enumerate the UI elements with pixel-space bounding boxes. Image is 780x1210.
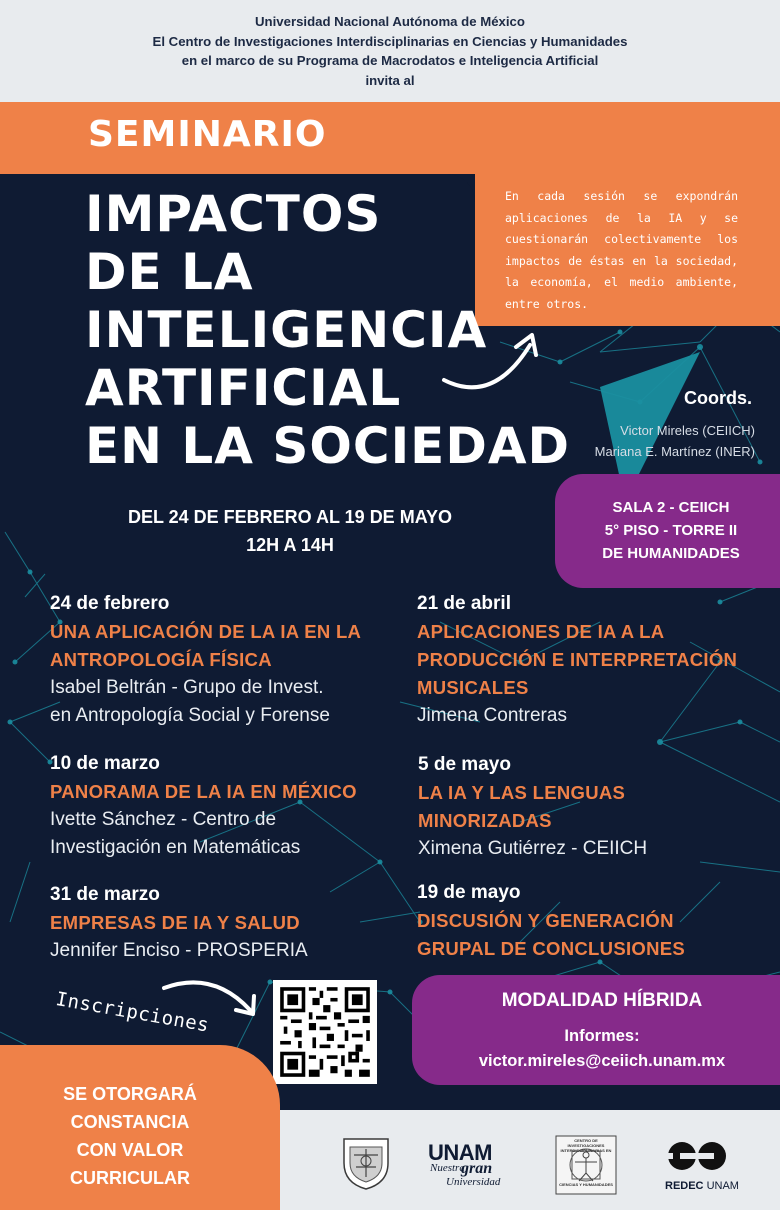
session-title: PANORAMA DE LA IA EN MÉXICO xyxy=(50,781,357,802)
session-item xyxy=(50,590,380,730)
session-item xyxy=(50,881,380,965)
session-title: PRODUCCIÓN E INTERPRETACIÓN xyxy=(417,649,738,670)
constancia-line-3: CON VALOR xyxy=(76,1140,184,1160)
seminario-label: SEMINARIO xyxy=(88,114,327,155)
redec-text xyxy=(665,1180,739,1192)
title-line-1: IMPACTOS xyxy=(85,185,382,243)
redec-logo-icon xyxy=(665,1138,729,1174)
session-title: DISCUSIÓN Y GENERACIÓN xyxy=(417,910,674,931)
header-line-3: en el marco de su Programa de Macrodatos e Inteligencia Artificial xyxy=(181,53,599,68)
informes xyxy=(412,1024,780,1074)
session-date: 19 de mayo xyxy=(417,882,521,903)
session-title: ANTROPOLOGÍA FÍSICA xyxy=(50,649,272,670)
session-item xyxy=(417,879,767,963)
session-title: GRUPAL DE CONCLUSIONES xyxy=(417,938,686,959)
constancia-line-4: CURRICULAR xyxy=(70,1168,190,1188)
session-speaker: en Antropología Social y Forense xyxy=(50,705,330,726)
session-date: 24 de febrero xyxy=(50,593,170,614)
session-title: UNA APLICACIÓN DE LA IA EN LA xyxy=(50,621,362,642)
description-text: En cada sesión se expondrán aplicaciones de la IA y se cuestionarán colectivamente los impactos de éstas en la sociedad, la economía, el medio ambiente, entre otros. xyxy=(505,189,738,311)
session-speaker: Jimena Contreras xyxy=(417,705,567,726)
unam-wordmark: UNAM xyxy=(428,1140,492,1165)
time-range: 12H A 14H xyxy=(246,535,334,555)
dates-banner xyxy=(70,503,510,559)
session-item xyxy=(417,590,767,730)
venue-line-1: SALA 2 - CEIICH xyxy=(612,499,730,516)
unam-slogan-2: gran xyxy=(461,1160,493,1177)
date-range: DEL 24 DE FEBRERO AL 19 DE MAYO xyxy=(127,507,453,527)
header-line-4: invita al xyxy=(365,72,415,88)
title-line-5: EN LA SOCIEDAD xyxy=(85,417,571,475)
registration-qr-code[interactable] xyxy=(273,980,377,1084)
qr-code-icon xyxy=(273,980,377,1084)
constancia-line-2: CONSTANCIA xyxy=(70,1112,190,1132)
session-title: LA IA Y LAS LENGUAS xyxy=(418,782,626,803)
session-title: MUSICALES xyxy=(417,677,529,698)
modalidad-title: MODALIDAD HÍBRIDA xyxy=(501,990,703,1011)
curved-arrow-icon xyxy=(438,325,548,400)
session-title: MINORIZADAS xyxy=(418,810,552,831)
session-speaker: Investigación en Matemáticas xyxy=(50,837,301,858)
title-line-2: DE LA xyxy=(85,243,254,301)
session-date: 21 de abril xyxy=(417,593,511,614)
session-date: 5 de mayo xyxy=(418,754,511,775)
coords-label: Coords. xyxy=(683,388,752,408)
session-item xyxy=(418,751,768,863)
unam-shield-logo-icon xyxy=(340,1133,392,1191)
session-speaker: Ivette Sánchez - Centro de xyxy=(50,809,277,830)
session-speaker: Ximena Gutiérrez - CEIICH xyxy=(418,838,648,859)
session-speaker: Jennifer Enciso - PROSPERIA xyxy=(50,940,308,961)
header-line-2: El Centro de Investigaciones Interdisciplinarias en Ciencias y Humanidades xyxy=(152,33,628,49)
coords-names xyxy=(595,420,755,462)
informes-label: Informes: xyxy=(564,1027,640,1045)
coordinator-2: Mariana E. Martínez (INER) xyxy=(594,444,755,459)
session-title: APLICACIONES DE IA A LA xyxy=(417,621,665,642)
session-title: EMPRESAS DE IA Y SALUD xyxy=(50,912,300,933)
session-item xyxy=(50,750,380,862)
constancia-line-1: SE OTORGARÁ xyxy=(63,1084,197,1104)
constancia-text xyxy=(15,1080,245,1192)
coordinator-1: Victor Mireles (CEIICH) xyxy=(620,423,755,438)
redec-bold: REDEC xyxy=(665,1180,704,1192)
contact-email-link[interactable]: victor.mireles@ceiich.unam.mx xyxy=(478,1052,726,1070)
unam-slogan-1: Nuestra xyxy=(430,1162,465,1174)
arrow-to-qr-icon xyxy=(158,970,268,1030)
session-speaker: Isabel Beltrán - Grupo de Invest. xyxy=(50,677,324,698)
title-line-3: INTELIGENCIA xyxy=(85,301,488,359)
venue-line-3: DE HUMANIDADES xyxy=(602,545,740,562)
title-line-4: ARTIFICIAL xyxy=(85,359,402,417)
session-date: 31 de marzo xyxy=(50,884,160,905)
inscripciones-label: Inscripciones xyxy=(54,988,211,1037)
venue-text xyxy=(555,496,780,565)
header-line-1: Universidad Nacional Autónoma de México xyxy=(255,14,525,29)
session-date: 10 de marzo xyxy=(50,753,160,774)
ceiich-bottom-text: CIENCIAS Y HUMANIDADES xyxy=(559,1182,613,1187)
unam-slogan-3: Universidad xyxy=(446,1176,501,1188)
header-text xyxy=(0,12,780,90)
ceiich-top-text: CENTRO DE INVESTIGACIONES INTERDISCIPLINARIAS EN xyxy=(560,1138,612,1153)
venue-line-2: 5° PISO - TORRE II xyxy=(604,522,738,539)
redec-rest: UNAM xyxy=(706,1180,739,1192)
